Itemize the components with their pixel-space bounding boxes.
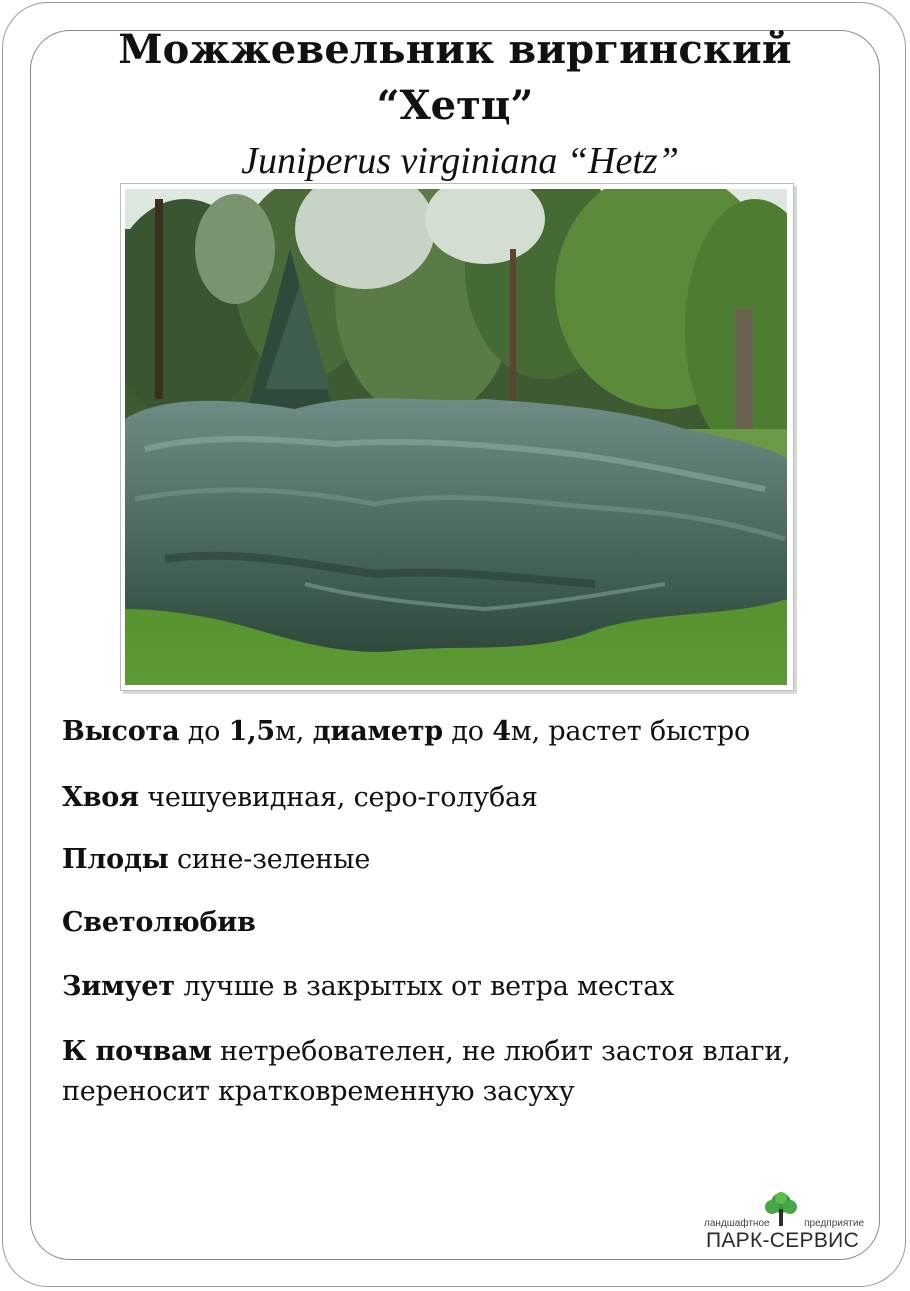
photo-frame (120, 183, 794, 691)
feature-needles-text: чешуевидная, серо-голубая (138, 782, 538, 813)
feature-diameter-value: 4 (492, 716, 511, 747)
feature-size-label: Высота (62, 716, 180, 747)
feature-needles (62, 778, 862, 818)
logo-subtitle (704, 1218, 864, 1229)
logo-sub-left: ландшафтное (704, 1218, 770, 1229)
company-logo (700, 1192, 865, 1252)
feature-winter (62, 967, 862, 1007)
feature-fruits-text: сине-зеленые (168, 844, 371, 875)
feature-diameter-label: диаметр (312, 716, 443, 747)
latin-name: Juniperus virginiana “Hetz” (241, 140, 679, 182)
logo-sub-right: предприятие (804, 1218, 864, 1229)
feature-light (62, 903, 862, 943)
feature-soil (62, 1032, 862, 1112)
feature-size-text-2: до (442, 716, 493, 747)
feature-soil-continuation: переносит кратковременную засуху (62, 1076, 575, 1107)
feature-fruits (62, 840, 862, 880)
logo-name: ПАРК-СЕРВИС (705, 1229, 860, 1252)
title-line-1: Можжевельник виргинский (118, 26, 792, 73)
feature-light-label: Светолюбив (62, 907, 256, 938)
feature-size-unit: м, (275, 716, 313, 747)
feature-size-text: до (179, 716, 229, 747)
feature-fruits-label: Плоды (62, 844, 169, 875)
title-line-2: “Хетц” (376, 82, 534, 129)
feature-soil-text: нетребователен, не любит застоя влаги, (211, 1036, 791, 1067)
feature-growth-text: м, растет быстро (510, 716, 751, 747)
feature-soil-label: К почвам (62, 1036, 212, 1067)
feature-winter-label: Зимует (62, 971, 175, 1002)
juniper-photo (125, 189, 787, 685)
feature-winter-text: лучше в закрытых от ветра местах (174, 971, 675, 1002)
feature-height-value: 1,5 (228, 716, 275, 747)
feature-needles-label: Хвоя (62, 782, 139, 813)
feature-size (62, 712, 862, 752)
